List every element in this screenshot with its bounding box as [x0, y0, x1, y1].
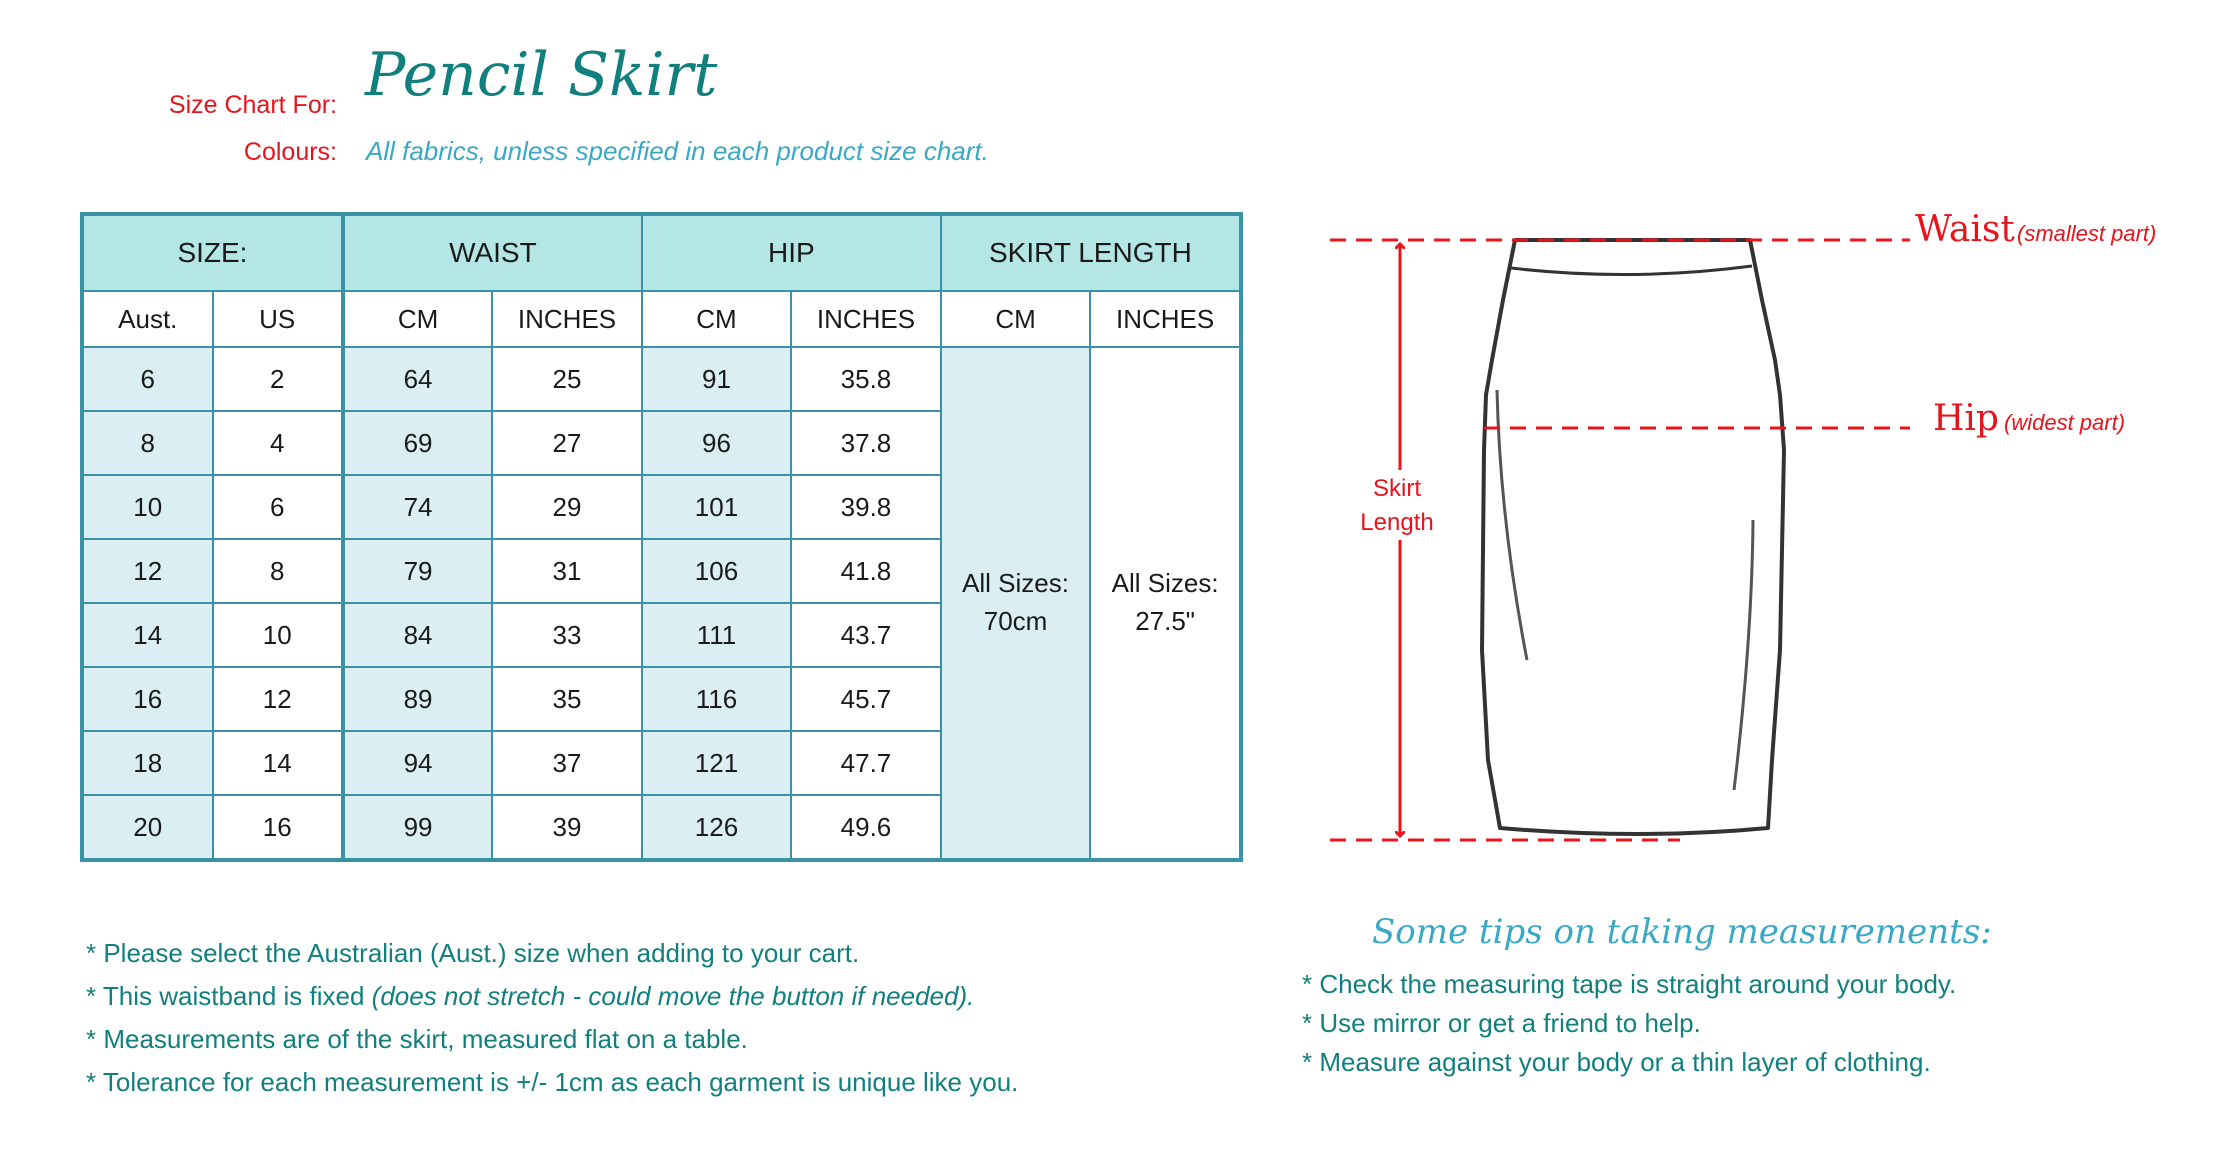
all-sizes-label: All Sizes:: [1111, 568, 1219, 599]
cell-hip-inches: 47.7: [791, 731, 941, 795]
product-title: Pencil Skirt: [365, 40, 718, 110]
cell-us: 10: [213, 603, 343, 667]
cell-hip-inches: 39.8: [791, 475, 941, 539]
cell-hip-inches: 45.7: [791, 667, 941, 731]
cell-waist-inches: 31: [492, 539, 642, 603]
cell-hip-cm: 106: [642, 539, 791, 603]
cell-us: 16: [213, 795, 343, 860]
note-text: * Please select the Australian (Aust.) size when adding to your cart.: [86, 938, 860, 968]
length-inches-value: 27.5": [1135, 606, 1196, 636]
cell-us: 6: [213, 475, 343, 539]
tips-title: Some tips on taking measurements:: [1372, 912, 1992, 952]
cell-waist-cm: 79: [343, 539, 492, 603]
note-text: * This waistband is fixed: [86, 981, 372, 1011]
cell-waist-cm: 99: [343, 795, 492, 860]
cell-hip-inches: 37.8: [791, 411, 941, 475]
subheader-waist-inches: INCHES: [492, 291, 642, 347]
cell-waist-inches: 37: [492, 731, 642, 795]
subheader-waist-cm: CM: [343, 291, 492, 347]
length-cm-value: 70cm: [983, 606, 1048, 636]
header-hip: HIP: [642, 214, 941, 291]
cell-hip-cm: 116: [642, 667, 791, 731]
cell-waist-inches: 33: [492, 603, 642, 667]
cell-hip-cm: 96: [642, 411, 791, 475]
subheader-hip-cm: CM: [642, 291, 791, 347]
skirt-length-label-1: Skirt: [1373, 475, 1421, 502]
header-size: SIZE:: [82, 214, 343, 291]
tip-item: * Check the measuring tape is straight around your body.: [1302, 969, 1957, 999]
header-skirt-length: SKIRT LENGTH: [941, 214, 1241, 291]
waist-label: Waist: [1915, 209, 2015, 250]
cell-waist-cm: 74: [343, 475, 492, 539]
hip-note: (widest part): [2004, 410, 2126, 435]
cell-hip-cm: 121: [642, 731, 791, 795]
cell-hip-cm: 111: [642, 603, 791, 667]
cell-waist-cm: 69: [343, 411, 492, 475]
waist-note: (smallest part): [2017, 221, 2157, 246]
subheader-hip-inches: INCHES: [791, 291, 941, 347]
note-text: * Measurements are of the skirt, measured flat on a table.: [86, 1024, 748, 1054]
note-text: * Tolerance for each measurement is +/- 1cm as each garment is unique like you.: [86, 1067, 1019, 1097]
subheader-length-cm: CM: [941, 291, 1090, 347]
cell-us: 8: [213, 539, 343, 603]
cell-aust: 20: [82, 795, 213, 860]
cell-aust: 12: [82, 539, 213, 603]
cell-hip-inches: 43.7: [791, 603, 941, 667]
cell-aust: 10: [82, 475, 213, 539]
cell-aust: 18: [82, 731, 213, 795]
cell-waist-cm: 89: [343, 667, 492, 731]
subheader-aust: Aust.: [82, 291, 213, 347]
tip-item: * Measure against your body or a thin layer of clothing.: [1302, 1047, 1931, 1077]
colours-label: Colours:: [243, 138, 337, 166]
size-chart-for-label: Size Chart For:: [168, 91, 337, 119]
cell-waist-cm: 94: [343, 731, 492, 795]
cell-us: 12: [213, 667, 343, 731]
skirt-length-label-2: Length: [1360, 509, 1434, 536]
cell-waist-inches: 25: [492, 347, 642, 411]
cell-aust: 16: [82, 667, 213, 731]
cell-us: 14: [213, 731, 343, 795]
tip-item: * Use mirror or get a friend to help.: [1302, 1008, 1701, 1038]
cell-aust: 8: [82, 411, 213, 475]
hip-label: Hip: [1933, 398, 1999, 439]
tips-list: [1302, 965, 1956, 1082]
cell-waist-inches: 29: [492, 475, 642, 539]
all-sizes-label: All Sizes:: [962, 568, 1069, 599]
subheader-us: US: [213, 291, 343, 347]
header-waist: WAIST: [343, 214, 642, 291]
cell-us: 4: [213, 411, 343, 475]
cell-hip-cm: 91: [642, 347, 791, 411]
cell-waist-inches: 27: [492, 411, 642, 475]
cell-waist-inches: 39: [492, 795, 642, 860]
cell-hip-inches: 49.6: [791, 795, 941, 860]
cell-waist-cm: 84: [343, 603, 492, 667]
cell-us: 2: [213, 347, 343, 411]
subheader-length-inches: INCHES: [1090, 291, 1241, 347]
cell-waist-inches: 35: [492, 667, 642, 731]
cell-hip-cm: 101: [642, 475, 791, 539]
cell-aust: 6: [82, 347, 213, 411]
colours-value: All fabrics, unless specified in each product size chart.: [366, 136, 989, 166]
cell-aust: 14: [82, 603, 213, 667]
note-italic: (does not stretch - could move the button if needed).: [371, 981, 975, 1011]
cell-hip-inches: 35.8: [791, 347, 941, 411]
cell-hip-inches: 41.8: [791, 539, 941, 603]
cell-waist-cm: 64: [343, 347, 492, 411]
cell-hip-cm: 126: [642, 795, 791, 860]
